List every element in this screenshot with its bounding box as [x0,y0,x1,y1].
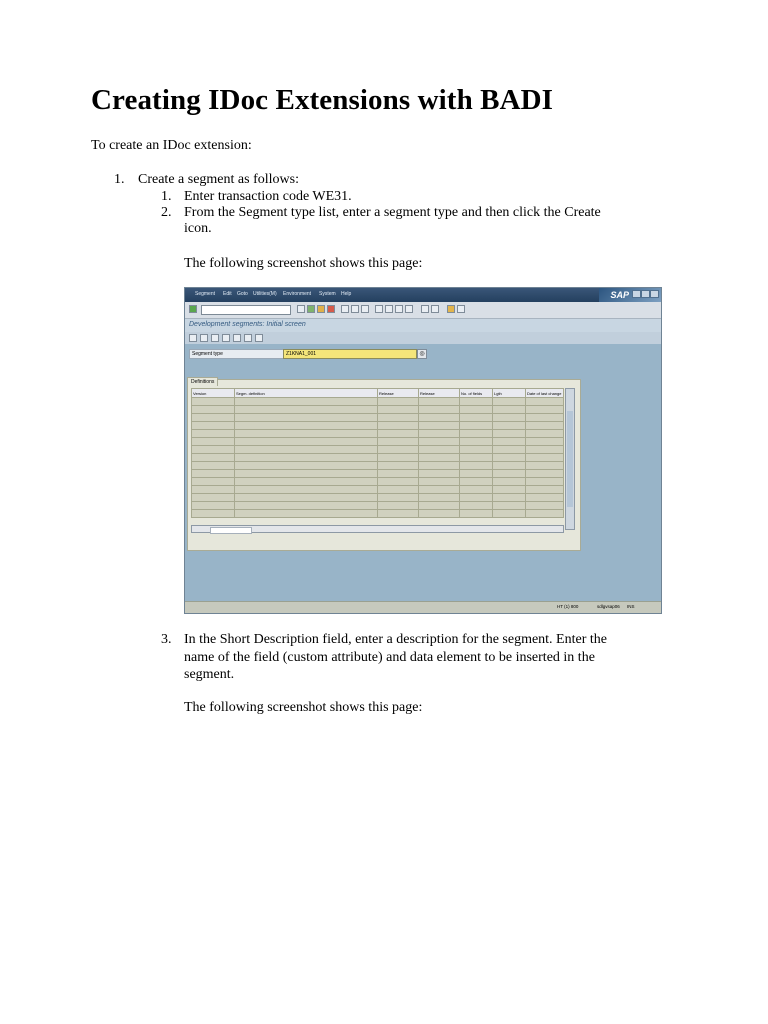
table-cell[interactable] [419,414,460,422]
table-cell[interactable] [419,446,460,454]
table-cell[interactable] [493,454,526,462]
table-cell[interactable] [419,462,460,470]
status-mode: INS [627,604,635,609]
table-cell[interactable] [460,446,493,454]
vertical-scroll-thumb[interactable] [567,411,573,507]
back-icon[interactable] [307,305,315,313]
column-header-no-of-fields[interactable]: No. of fields [460,389,493,398]
table-row[interactable] [192,414,564,422]
table-cell[interactable] [235,406,378,414]
table-cell[interactable] [526,470,564,478]
table-cell[interactable] [419,454,460,462]
substep-2-number: 2. [161,205,172,220]
table-cell[interactable] [460,438,493,446]
table-cell[interactable] [493,430,526,438]
table-cell[interactable] [235,422,378,430]
sap-screenshot [184,287,662,614]
table-row[interactable] [192,462,564,470]
table-cell[interactable] [419,470,460,478]
table-row[interactable] [192,406,564,414]
table-cell[interactable] [378,398,419,406]
delete-icon[interactable] [255,334,263,342]
table-cell[interactable] [460,406,493,414]
value-help-icon[interactable]: ◎ [417,349,427,359]
find-next-icon[interactable] [361,305,369,313]
table-cell[interactable] [493,422,526,430]
table-cell[interactable] [526,502,564,510]
table-cell[interactable] [235,438,378,446]
table-cell[interactable] [192,438,235,446]
sap-logo-text: SAP [610,290,629,300]
screen-title: Development segments: Initial screen [189,321,306,328]
previous-page-icon[interactable] [385,305,393,313]
menu-utilities[interactable]: Utilities(M) [253,291,277,297]
column-header-version[interactable]: Version [192,389,235,398]
table-cell[interactable] [493,414,526,422]
table-cell[interactable] [235,510,378,518]
table-cell[interactable] [235,502,378,510]
table-cell[interactable] [235,494,378,502]
table-cell[interactable] [460,510,493,518]
table-cell[interactable] [526,438,564,446]
table-cell[interactable] [460,486,493,494]
table-cell[interactable] [378,446,419,454]
table-cell[interactable] [460,414,493,422]
table-cell[interactable] [235,486,378,494]
table-cell[interactable] [526,446,564,454]
enter-icon[interactable] [189,305,197,313]
table-cell[interactable] [526,430,564,438]
column-header-release[interactable]: Release [378,389,419,398]
rename-icon[interactable] [244,334,252,342]
minimize-icon[interactable] [632,290,641,298]
segment-type-input[interactable]: Z1KNA1_001 [283,349,417,359]
table-cell[interactable] [192,398,235,406]
table-row[interactable] [192,510,564,518]
status-system: HT (1) 800 [557,604,579,609]
table-cell[interactable] [192,430,235,438]
table-cell[interactable] [378,478,419,486]
table-cell[interactable] [192,486,235,494]
table-header-row [192,389,564,398]
menu-goto[interactable]: Goto [237,291,248,297]
column-header-release-2[interactable]: Release [419,389,460,398]
horizontal-scrollbar[interactable] [191,525,564,533]
step-1-text: Create a segment as follows: [138,172,299,187]
table-cell[interactable] [460,494,493,502]
column-header-lgth[interactable]: Lgth [493,389,526,398]
table-cell[interactable] [419,438,460,446]
table-cell[interactable] [192,406,235,414]
menu-environment[interactable]: Environment [283,291,312,297]
table-cell[interactable] [460,502,493,510]
command-field[interactable] [201,305,291,315]
table-cell[interactable] [378,406,419,414]
table-cell[interactable] [378,470,419,478]
table-cell[interactable] [419,398,460,406]
table-row[interactable] [192,502,564,510]
table-cell[interactable] [235,414,378,422]
table-cell[interactable] [378,430,419,438]
status-bar [185,601,661,614]
table-cell[interactable] [235,430,378,438]
document-title: Creating IDoc Extensions with BADI [91,84,554,116]
table-cell[interactable] [419,478,460,486]
table-cell[interactable] [419,510,460,518]
screen-title-bar [185,319,661,332]
table-cell[interactable] [192,414,235,422]
first-page-icon[interactable] [375,305,383,313]
exit-icon[interactable] [317,305,325,313]
table-row[interactable] [192,486,564,494]
table-cell[interactable] [378,422,419,430]
table-cell[interactable] [526,494,564,502]
menu-segment[interactable]: Segment [195,291,216,297]
screenshot-caption-1: The following screenshot shows this page: [184,256,423,271]
sap-menu-bar [185,288,661,302]
vertical-scrollbar[interactable] [565,388,575,530]
table-cell[interactable] [460,454,493,462]
table-row[interactable] [192,454,564,462]
table-cell[interactable] [493,406,526,414]
screenshot-caption-2: The following screenshot shows this page: [184,700,423,715]
table-row[interactable] [192,438,564,446]
substep-3-line-2: name of the field (custom attribute) and data element to be inserted in the [184,650,595,665]
table-cell[interactable] [493,438,526,446]
copy-icon[interactable] [233,334,241,342]
table-cell[interactable] [460,470,493,478]
definitions-group-title: Definitions [187,377,218,386]
menu-system[interactable]: System [319,291,336,297]
print-icon[interactable] [341,305,349,313]
table-cell[interactable] [526,462,564,470]
save-icon[interactable] [297,305,305,313]
table-cell[interactable] [235,398,378,406]
table-cell[interactable] [378,502,419,510]
table-cell[interactable] [526,478,564,486]
table-cell[interactable] [378,414,419,422]
table-row[interactable] [192,422,564,430]
table-row[interactable] [192,470,564,478]
step-1-number: 1. [114,172,125,187]
definitions-table [191,388,564,518]
table-cell[interactable] [235,446,378,454]
table-cell[interactable] [493,398,526,406]
table-cell[interactable] [493,510,526,518]
table-cell[interactable] [192,494,235,502]
table-cell[interactable] [419,422,460,430]
menu-edit[interactable]: Edit [223,291,232,297]
next-page-icon[interactable] [395,305,403,313]
table-cell[interactable] [235,462,378,470]
table-cell[interactable] [192,446,235,454]
substep-3-line-3: segment. [184,667,235,682]
check-icon[interactable] [222,334,230,342]
table-row[interactable] [192,446,564,454]
column-header-date-of-last-change[interactable]: Date of last change [526,389,564,398]
table-cell[interactable] [192,454,235,462]
table-cell[interactable] [526,406,564,414]
table-cell[interactable] [493,446,526,454]
menu-help[interactable]: Help [341,291,352,297]
table-cell[interactable] [192,422,235,430]
last-page-icon[interactable] [405,305,413,313]
table-row[interactable] [192,398,564,406]
table-cell[interactable] [419,406,460,414]
find-icon[interactable] [351,305,359,313]
table-cell[interactable] [192,502,235,510]
table-cell[interactable] [378,510,419,518]
table-cell[interactable] [235,470,378,478]
table-cell[interactable] [493,494,526,502]
table-cell[interactable] [419,494,460,502]
table-cell[interactable] [235,478,378,486]
application-toolbar [185,332,661,344]
close-icon[interactable] [650,290,659,298]
column-header-segm-definition[interactable]: Segm. definition [235,389,378,398]
table-cell[interactable] [526,398,564,406]
table-cell[interactable] [192,462,235,470]
table-cell[interactable] [192,510,235,518]
cancel-icon[interactable] [327,305,335,313]
table-row[interactable] [192,478,564,486]
table-cell[interactable] [493,462,526,470]
help-icon[interactable] [447,305,455,313]
create-icon[interactable] [200,334,208,342]
display-icon[interactable] [189,334,197,342]
table-cell[interactable] [526,422,564,430]
table-cell[interactable] [378,494,419,502]
table-cell[interactable] [526,510,564,518]
table-row[interactable] [192,494,564,502]
intro-text: To create an IDoc extension: [91,138,252,153]
table-cell[interactable] [493,478,526,486]
substep-2-line-2: icon. [184,221,212,236]
substep-1-text: Enter transaction code WE31. [184,189,352,204]
table-cell[interactable] [378,438,419,446]
table-cell[interactable] [460,422,493,430]
table-cell[interactable] [460,398,493,406]
status-server: sdlgvsap06 [597,604,620,609]
table-cell[interactable] [460,430,493,438]
table-cell[interactable] [460,478,493,486]
segment-type-label: Segment type [189,349,287,359]
table-cell[interactable] [419,502,460,510]
standard-toolbar [185,302,661,319]
table-cell[interactable] [419,486,460,494]
table-cell[interactable] [378,454,419,462]
shortcut-icon[interactable] [431,305,439,313]
table-cell[interactable] [460,462,493,470]
table-cell[interactable] [419,430,460,438]
table-cell[interactable] [493,486,526,494]
substep-2-line-1: From the Segment type list, enter a segment type and then click the Create [184,205,601,220]
table-cell[interactable] [192,470,235,478]
table-row[interactable] [192,430,564,438]
table-cell[interactable] [526,454,564,462]
table-cell[interactable] [493,470,526,478]
table-cell[interactable] [493,502,526,510]
horizontal-scroll-thumb[interactable] [210,527,252,534]
new-session-icon[interactable] [421,305,429,313]
table-body [192,398,564,518]
substep-1-number: 1. [161,189,172,204]
table-cell[interactable] [378,462,419,470]
layout-icon[interactable] [457,305,465,313]
table-cell[interactable] [526,486,564,494]
table-cell[interactable] [378,486,419,494]
table-cell[interactable] [192,478,235,486]
table-cell[interactable] [235,454,378,462]
maximize-icon[interactable] [641,290,650,298]
change-icon[interactable] [211,334,219,342]
substep-3-line-1: In the Short Description field, enter a description for the segment. Enter the [184,632,607,647]
substep-3-number: 3. [161,632,172,647]
table-cell[interactable] [526,414,564,422]
